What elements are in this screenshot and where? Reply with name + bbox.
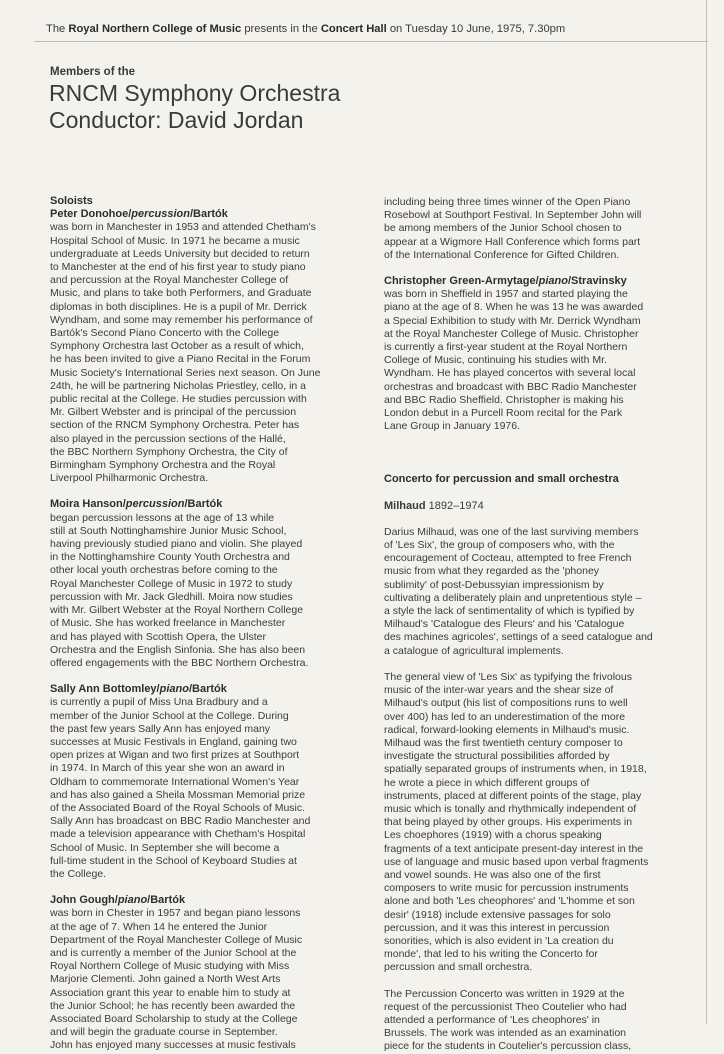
text-line: composers to write music for percussion instruments [384,882,629,895]
continued-bio [384,196,692,262]
soloist-heading [50,683,350,696]
soloist-name: John Gough/ [50,894,118,907]
soloist-instrument: percussion [131,208,190,221]
program-note-paragraph [384,526,692,658]
text-line: Department of the Royal Manchester College of Music [50,933,303,946]
soloist-bio [50,907,350,1052]
composer-name: Milhaud [384,499,426,512]
text-line: Royal Manchester College of Music in 1972 to study [50,577,293,590]
text-line: Associated Board Scholarship to study at the College [50,1012,298,1025]
program-note-paragraph [384,988,692,1054]
text-line: College of Music, continuing his studies with Mr. [384,354,607,367]
header-venue: Concert Hall [320,23,387,35]
right-column [384,196,692,1054]
header-post: on Tuesday 10 June, 1975, 7.30pm [389,23,566,35]
header-pre: The [46,23,66,35]
text-line: a catalogue of agricultural implements. [384,644,564,657]
text-line: and has played with Scottish Opera, the Ulster [50,630,266,643]
text-line: and will begin the graduate course in September. [50,1026,278,1039]
text-line: Oldham to commemorate International Women's Year [50,775,300,788]
text-line: percussion, and it was this interest in percussion [384,921,610,934]
text-line: Music Society's International Series next season. On June [50,366,321,379]
text-line: Symphony Orchestra last October as a result of which, [50,340,304,353]
soloist-name: Christopher Green-Armytage/ [384,275,539,288]
text-line: Orchestra and the English Sinfonia. She has also been [50,643,306,656]
soloist-heading [384,275,692,288]
text-line: undergraduate at Leeds University but decided to return [50,247,310,260]
text-line: use of language and music based upon verbal fragments [384,855,649,868]
title-line-2: Conductor: David Jordan [49,107,304,133]
text-line: is currently a first-year student at the Royal Northern [384,341,628,354]
composer-dates: 1892–1974 [428,499,484,512]
text-line: of 'Les Six', the group of composers who, with the [384,539,615,552]
text-line: Wyndham. He has played concertos with several local [384,367,636,380]
text-line: and percussion at the Royal Manchester College of [50,274,289,287]
text-line: open prizes at Wigan and two first prizes at Southport [50,749,300,762]
soloist-composer: /Bartók [189,208,228,221]
text-line: London debut in a Purcell Room recital for the Park [384,407,623,420]
text-line: the College. [50,867,107,880]
text-line: fragments of a text anticipate present-day interest in the [384,842,644,855]
text-line: piano at the age of 8. When he was 13 he was awarded [384,301,644,314]
text-line: Music, and plans to take both Performers, and Graduate [50,287,312,300]
text-line: began percussion lessons at the age of 13 while [50,511,275,524]
text-line: that being played by other groups. His experiments in [384,816,633,829]
text-line: a Special Exhibition to study with Mr. Derrick Wyndham [384,314,641,327]
text-line: Liverpool Philharmonic Orchestra. [50,472,209,485]
text-line: spatially separated groups of instruments when, in 1918, [384,763,647,776]
text-line: Brussels. The work was intended as an examination [384,1027,627,1040]
text-line: piece for the students in Coutelier's percussion class, [384,1040,632,1053]
text-line: to Manchester at the end of his first year to study piano [50,261,306,274]
text-line: percussion and small orchestra. [384,961,533,974]
text-line: alone and both 'Les cheophores' and 'L'homme et son [384,895,635,908]
text-line: Royal Northern College of Music studying with Miss [50,960,290,973]
text-line: music which is tonally and rhythmically independent of [384,802,637,815]
text-line: Marjorie Clementi. John gained a North West Arts [50,973,281,986]
text-line: desir' (1918) include extensive passages for solo [384,908,611,921]
text-line: des machines agricoles', settings of a seed catalogue and [384,631,653,644]
text-line: still at South Nottinghamshire Junior Music School, [50,524,287,537]
page-title [49,80,340,134]
text-line: Mr. Gilbert Webster and is principal of the percussion [50,406,297,419]
text-line: was born in Manchester in 1953 and attended Chetham's [50,221,316,234]
text-line: other local youth orchestras before coming to the [50,564,278,577]
text-line: appear at a Wigmore Hall Conference which forms part [384,235,641,248]
text-line: sublimity' of post-Debussyian impressionism by [384,578,604,591]
text-line: sonorities, which is also evident in 'La creation du [384,934,614,947]
soloist-heading [50,208,350,221]
soloist-heading [50,894,350,907]
text-line: music from what they regarded as the 'phoney [384,565,600,578]
text-line: and BBC Radio Sheffield. Christopher is making his [384,393,624,406]
text-line: orchestras and broadcast with BBC Radio Manchester [384,380,637,393]
concert-header [46,23,686,35]
text-line: also played in the percussion sections of the Hallé, [50,432,286,445]
text-line: cultivating a deliberately plain and unpretentious style – [384,591,642,604]
text-line: he has been invited to give a Piano Recital in the Forum [50,353,311,366]
text-line: the Junior School; he has recently been awarded the [50,999,296,1012]
soloist-name: Peter Donohoe/ [50,208,132,221]
text-line: Wyndham, and some may remember his performance of [50,313,313,326]
soloist-composer: /Bartók [188,683,227,696]
text-line: a style the lack of sentimentality of which is typified by [384,605,635,618]
soloist-bio [50,696,350,881]
subheading: Members of the [50,66,135,78]
soloist-composer: /Bartók [184,498,223,511]
text-line: the BBC Northern Symphony Orchestra, the City of [50,445,288,458]
text-line: percussion with Mr. Jack Gledhill. Moira now studies [50,590,293,603]
text-line: public recital at the College. He studies percussion with [50,393,307,406]
text-line: radical, forward-looking elements in Milhaud's music. [384,723,630,736]
text-line: request of the percussionist Theo Coutelier who had [384,1000,627,1013]
text-line: Association grant this year to enable him to study at [50,986,291,999]
soloist-composer: /Stravinsky [568,275,627,288]
soloist-name: Sally Ann Bottomley/ [50,683,160,696]
text-line: in the Nottinghamshire County Youth Orchestra and [50,551,290,564]
text-line: including being three times winner of the Open Piano [384,196,631,208]
text-line: music of the inter-war years and the shear size of [384,684,614,697]
text-line: made a television appearance with Chetham's Hospital [50,828,306,841]
text-line: School of Music. In September she will become a [50,841,280,854]
text-line: Sally Ann has broadcast on BBC Radio Manchester and [50,815,311,828]
text-line: in 1974. In March of this year she won an award in [50,762,285,775]
soloist-bio [50,221,350,485]
text-line: Milhaud's 'Catalogue des Fleurs' and his 'Catalogue [384,618,625,631]
text-line: Milhaud's output (his list of compositions runs to well [384,697,628,710]
text-line: attended a performance of 'Les cheophores' in [384,1013,600,1026]
text-line: The general view of 'Les Six' as typifying the frivolous [384,670,632,683]
text-line: diplomas in both disciplines. He is a pupil of Mr. Derrick [50,300,307,313]
soloist-composer: /Bartók [147,894,186,907]
text-line: 24th, he will be partnering Nicholas Priestley, cello, in a [50,379,307,392]
text-line: Lane Group in January 1976. [384,420,521,433]
soloist-name: Moira Hanson/ [50,498,126,511]
header-mid: presents in the [244,23,318,35]
text-line: of Music. She has worked freelance in Manchester [50,617,286,630]
text-line: of the International Conference for Gifted Children. [384,248,620,261]
work-title: Concerto for percussion and small orchestra [384,473,619,486]
header-rule [34,41,708,42]
title-line-1: RNCM Symphony Orchestra [49,80,341,106]
text-line: John has enjoyed many successes at music festivals [50,1039,296,1052]
text-line: and vowel sounds. He was also one of the first [384,868,601,881]
text-line: was born in Chester in 1957 and began piano lessons [50,907,301,920]
left-column [50,195,350,1053]
text-line: Bartók's Second Piano Concerto with the College [50,327,280,340]
text-line: Birmingham Symphony Orchestra and the Royal [50,459,276,472]
text-line: successes at Music Festivals in England, gaining two [50,735,297,748]
text-line: full-time student in the School of Keyboard Studies at [50,854,297,867]
soloist-instrument: piano [538,275,568,288]
text-line: and has also gained a Sheila Mossman Memorial prize [50,788,306,801]
text-line: is currently a pupil of Miss Una Bradbury and a [50,696,268,709]
text-line: with Mr. Gilbert Webster at the Royal Northern College [50,604,304,617]
text-line: and is currently a member of the Junior School at the [50,946,297,959]
text-line: at the Royal Manchester College of Music. Christopher [384,327,639,340]
text-line: over 400) has led to an underestimation of the more [384,710,626,723]
text-line: Rosebowl at Southport Festival. In September John will [384,209,642,222]
soloist-bio [50,512,350,670]
soloist-bio [384,288,692,433]
text-line: the past few years Sally Ann has enjoyed many [50,722,271,735]
soloist-heading [50,498,350,511]
text-line: section of the RNCM Symphony Orchestra. Peter has [50,419,300,432]
page-edge-line [706,0,707,1024]
text-line: be among members of the Junior School chosen to [384,222,622,235]
program-note-paragraph [384,671,692,975]
soloist-instrument: percussion [125,498,185,511]
text-line: Darius Milhaud, was one of the last surviving members [384,525,639,538]
soloists-label: Soloists [50,195,93,207]
text-line: having previously studied piano and violin. She played [50,538,303,551]
text-line: member of the Junior School at the College. During [50,709,289,722]
text-line: The Percussion Concerto was written in 1929 at the [384,987,625,1000]
text-line: at the age of 7. When 14 he entered the Junior [50,920,268,933]
text-line: investigate the structural possibilities afforded by [384,750,610,763]
header-college: Royal Northern College of Music [68,23,242,35]
text-line: he wrote a piece in which different groups of [384,776,590,789]
text-line: instruments, placed at different points of the stage, play [384,789,642,802]
text-line: Milhaud was the first twentieth century composer to [384,736,623,749]
soloist-instrument: piano [159,683,189,696]
text-line: of the Associated Board of the Royal Schools of Music. [50,801,306,814]
text-line: Hospital School of Music. In 1971 he became a music [50,234,300,247]
text-line: monde', that led to his writing the Concerto for [384,948,598,961]
text-line: encouragement of Cocteau, attempted to free French [384,552,632,565]
text-line: was born in Sheffield in 1957 and started playing the [384,288,628,301]
text-line: Les choephores (1919) with a chorus speaking [384,829,602,842]
text-line: offered engagements with the BBC Northern Orchestra. [50,656,309,669]
soloist-instrument: piano [117,894,148,907]
composer-line [384,500,692,513]
